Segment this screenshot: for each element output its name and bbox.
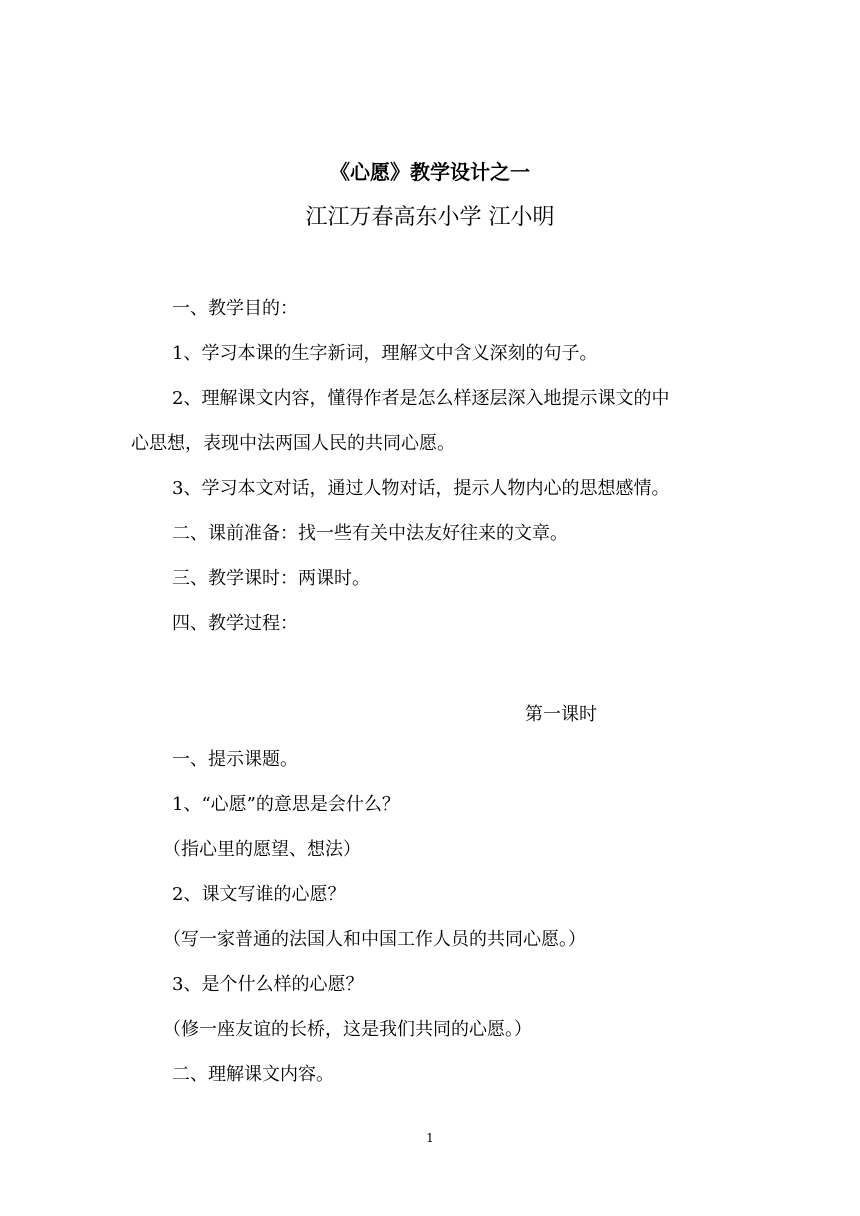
paragraph-continuation: 心思想，表现中法两国人民的共同心愿。 xyxy=(131,433,455,454)
paragraph: 3、学习本文对话，通过人物对话，提示人物内心的思想感情。 xyxy=(172,478,670,499)
lesson-paragraph: 1、“心愿”的意思是会什么？ xyxy=(172,794,400,815)
author-line: 江江万春高东小学 江小明 xyxy=(305,205,555,230)
lesson-paragraph: 3、是个什么样的心愿？ xyxy=(172,974,364,995)
paragraph: 1、学习本课的生字新词，理解文中含义深刻的句子。 xyxy=(172,343,598,364)
paragraph: 四、教学过程： xyxy=(172,613,298,634)
document-title: 《心愿》教学设计之一 xyxy=(330,160,530,184)
lesson-paragraph: 2、课文写谁的心愿？ xyxy=(172,884,346,905)
lesson-paragraph: （修一座友谊的长桥，这是我们共同的心愿。） xyxy=(163,1019,532,1040)
lesson-heading: 第一课时 xyxy=(525,704,597,725)
lesson-paragraph: 一、提示课题。 xyxy=(172,749,298,770)
lesson-paragraph: 二、理解课文内容。 xyxy=(172,1064,334,1085)
page-number: 1 xyxy=(426,1131,434,1145)
paragraph: 2、理解课文内容，懂得作者是怎么样逐层深入地提示课文的中 xyxy=(172,388,670,409)
paragraph: 一、教学目的： xyxy=(172,298,298,319)
paragraph: 三、教学课时：两课时。 xyxy=(172,568,370,589)
lesson-paragraph: （写一家普通的法国人和中国工作人员的共同心愿。） xyxy=(163,929,586,950)
paragraph: 二、课前准备：找一些有关中法友好往来的文章。 xyxy=(172,523,568,544)
lesson-paragraph: （指心里的愿望、想法） xyxy=(163,839,361,860)
